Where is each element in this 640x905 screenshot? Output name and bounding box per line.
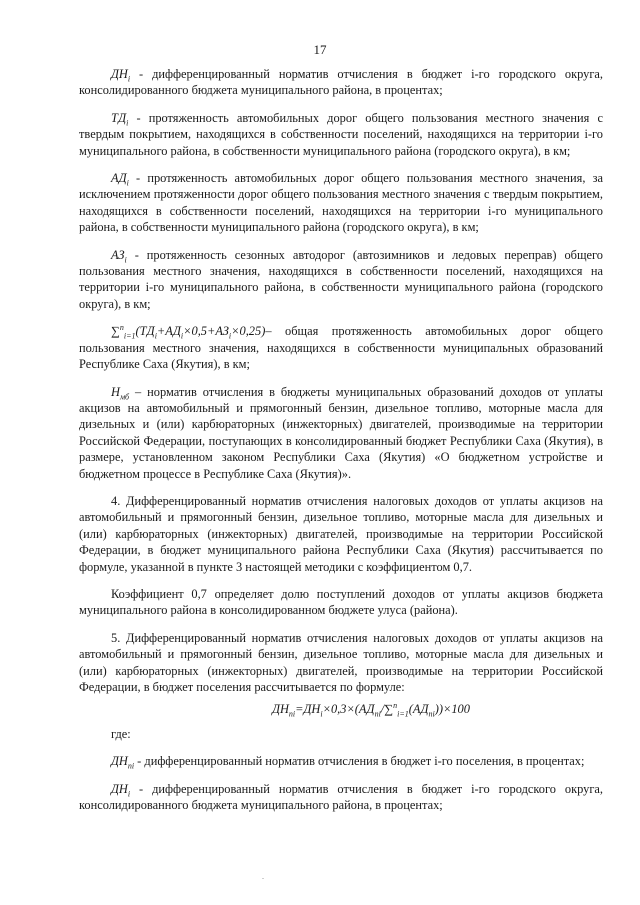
definition-az-i: $АЗ_i$ - протяженность сезонных автодорог (автозимников и ледовых переправ) общего пользования местного значения, находящихся в собственности поселений, находящихся на территории i-го муниципального района, в собственности муниципального района (городского округа), в км; bbox=[79, 247, 603, 311]
symbol: $Н_{мб}$ bbox=[111, 384, 130, 401]
symbol: $ДН_{пi}$ bbox=[111, 754, 135, 771]
coefficient-paragraph: Коэффициент 0,7 определяет долю поступлений доходов от уплаты акцизов бюджета муниципального района в консолидированном бюджете улуса (района). bbox=[79, 586, 603, 618]
paragraph-5: 5. Дифференцированный норматив отчисления налоговых доходов от уплаты акцизов на автомобильный и прямогонный бензин, дизельное топливо, моторные масла для дизельных и (или) карбюраторных (инжекторных) двигателей, производимые на территории Российской Федерации, в бюджет поселения рассчитывается по формуле: bbox=[79, 630, 603, 694]
definition-sum-length: $\sum^n_{i=1}(ТД_i+АД_i\times 0,5+АЗ_i\times 0,25)-$ общая протяженность автомобильных дорог общего пользования местного значения, находящихся в собственности муниципальных образований Республике Саха (Якутия), в км; bbox=[79, 323, 603, 372]
sum-formula: $\sum^n_{i=1}(ТД_i+АД_i\times 0,5+АЗ_i\times 0,25)$ bbox=[111, 323, 266, 341]
scan-speck bbox=[262, 878, 264, 879]
symbol: $ДН_i$ bbox=[111, 67, 131, 84]
definition-dn-i-repeat: $ДН_i$ - дифференцированный норматив отчисления в бюджет i-го городского округа, консолидированного бюджета муниципального района, в процентах; bbox=[79, 781, 603, 813]
symbol: $АЗ_i$ bbox=[111, 247, 127, 265]
paragraph-4: 4. Дифференцированный норматив отчисления налоговых доходов от уплаты акцизов на автомобильный и прямогонный бензин, дизельное топливо, моторные масла для дизельных и (или) карбюраторных (инжекторных) двигателей, производимые на территории Российской Федерации, в бюджет муниципального района Республики Саха (Якутия) рассчитывается по формуле, указанной в пункте 3 настоящей методики с коэффициентом 0,7. bbox=[79, 493, 603, 574]
settlement-formula: $ДН_{пi}=ДН_i\times 0,3\times(АД_{пi}/\sum^n_{i=1}(АД_{пi}))\times 100$ bbox=[272, 701, 470, 719]
where-label: где: bbox=[111, 726, 131, 741]
page-number: 17 bbox=[313, 42, 327, 57]
definition-ad-i: $АД_i$ - протяженность автомобильных дорог общего пользования местного значения, за исключением протяженности дорог общего пользования местного значения с твердым покрытием, находящихся в собственности поселений, находящихся на территории i-го муниципального района, в собственности муниципального района (городского округа), в км; bbox=[79, 171, 603, 235]
symbol: $АД_i$ bbox=[111, 171, 129, 188]
definition-dn-pi: $ДН_{пi}$ - дифференцированный норматив отчисления в бюджет i-го поселения, в процентах; bbox=[111, 754, 585, 771]
symbol: $ДН_i$ bbox=[111, 781, 131, 799]
definition-td-i: $ТД_i$ - протяженность автомобильных дорог общего пользования местного значения с твердым покрытием, находящихся в собственности поселений, находящихся на территории i-го муниципального района, в собственности муниципального района (городского округа), в км; bbox=[79, 110, 603, 158]
document-body bbox=[79, 66, 603, 824]
definition-dn-i: $ДН_i$ - дифференцированный норматив отчисления в бюджет i-го городского округа, консолидированного бюджета муниципального района, в процентах; bbox=[79, 67, 603, 98]
definition-nmb: $Н_{мб}$ – норматив отчисления в бюджеты муниципальных образований доходов от уплаты акцизов на автомобильный и прямогонный бензин, дизельное топливо, моторные масла для дизельных и (или) карбюраторных (инжекторных) двигателей, производимые на территории Российской Федерации, поступающих в консолидированный бюджет Республики Саха (Якутия), в размере, установленном законом Республики Саха (Якутия) «О бюджетном устройстве и бюджетном процессе в Республике Саха (Якутия)». bbox=[79, 384, 603, 481]
symbol: $ТД_i$ bbox=[111, 110, 129, 128]
